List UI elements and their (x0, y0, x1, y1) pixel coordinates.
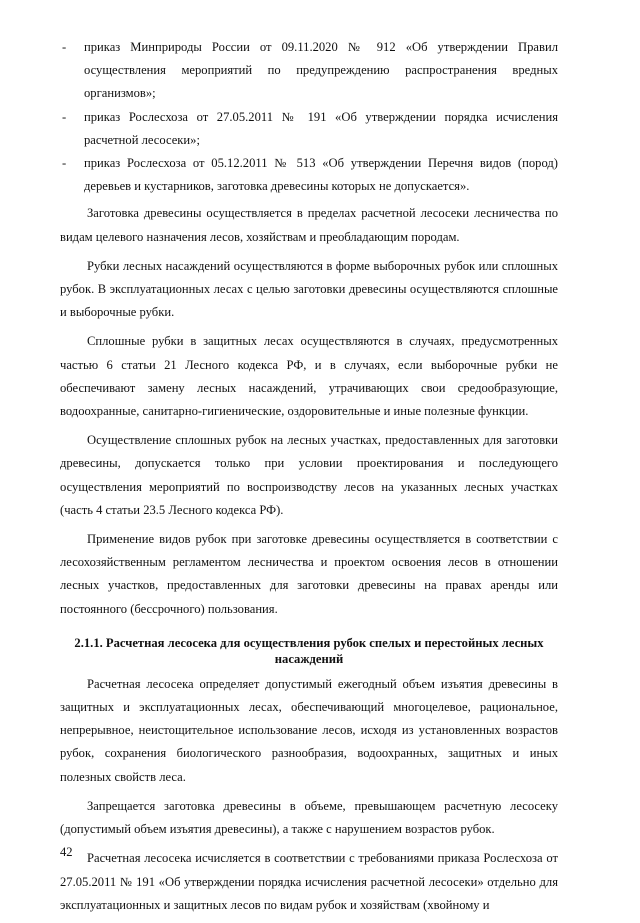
paragraph: Расчетная лесосека определяет допустимый ежегодный объем изъятия древесины в защитных и эксплуатационных лесах, обеспечивающий многоцелевое, рациональное, непрерывное, неистощительное использование лесов, исходя из установленных возрастов рубок, сохранения биологического разнообразия, водоохранных, защитных и иных полезных свойств леса. (60, 676, 558, 784)
bullet-text: приказ Рослесхоза от 27.05.2011 № 191 «Об утверждении порядка исчисления расчетной лесосеки»; (84, 109, 558, 147)
bullet-marker: - (62, 40, 67, 54)
bullet-text: приказ Минприроды России от 09.11.2020 № 912 «Об утверждении Правил осуществления мероприятий по предупреждению распространения вредных организмов»; (84, 40, 558, 101)
list-item (60, 106, 558, 152)
paragraph: Применение видов рубок при заготовке древесины осуществляется в соответствии с лесохозяйственным регламентом лесничества и проектом освоения лесов в отношении лесных участков, предоставленных для заготовки древесины на правах аренды или постоянного (бессрочного) пользования. (60, 532, 558, 616)
paragraph: Расчетная лесосека исчисляется в соответствии с требованиями приказа Рослесхоза от 27.05.2011 № 191 «Об утверждении порядка исчисления расчетной лесосеки» отдельно для эксплуатационных и защитных лесов по видам рубок и хозяйствам (хвойному и (60, 851, 558, 912)
paragraph: Осуществление сплошных рубок на лесных участках, предоставленных для заготовки древесины, допускается только при условии проектирования и последующего осуществления мероприятий по воспроизводству лесов на указанных лесных участках (часть 4 статьи 23.5 Лесного кодекса РФ). (60, 433, 558, 517)
bullet-list (60, 36, 558, 198)
bullet-marker: - (62, 156, 67, 171)
bullet-marker: - (62, 109, 67, 124)
page-number: 42 (60, 845, 73, 859)
paragraph: Заготовка древесины осуществляется в пределах расчетной лесосеки лесничества по видам целевого назначения лесов, хозяйствам и преобладающим породам. (60, 206, 558, 244)
paragraph: Рубки лесных насаждений осуществляются в форме выборочных рубок или сплошных рубок. В эксплуатационных лесах с целью заготовки древесины осуществляются сплошные и выборочные рубки. (60, 258, 558, 320)
list-item (60, 36, 558, 106)
list-item (60, 152, 558, 198)
bullet-text: приказ Рослесхоза от 05.12.2011 № 513 «Об утверждении Перечня видов (пород) деревьев и кустарников, заготовка древесины которых не допускается». (84, 156, 558, 194)
section-heading: 2.1.1. Расчетная лесосека для осуществления рубок спелых и перестойных лесных насаждений (74, 635, 544, 666)
paragraph: Запрещается заготовка древесины в объеме, превышающем расчетную лесосеку (допустимый объем изъятия древесины), а также с нарушением возрастов рубок. (60, 798, 558, 837)
page-content (60, 36, 558, 923)
paragraph: Сплошные рубки в защитных лесах осуществляются в случаях, предусмотренных частью 6 статьи 21 Лесного кодекса РФ, и в случаях, если выборочные рубки не обеспечивают замену лесных насаждений, утрачивающих свои средообразующие, водоохранные, санитарно-гигиенические, оздоровительные и иные полезные функции. (60, 334, 558, 419)
